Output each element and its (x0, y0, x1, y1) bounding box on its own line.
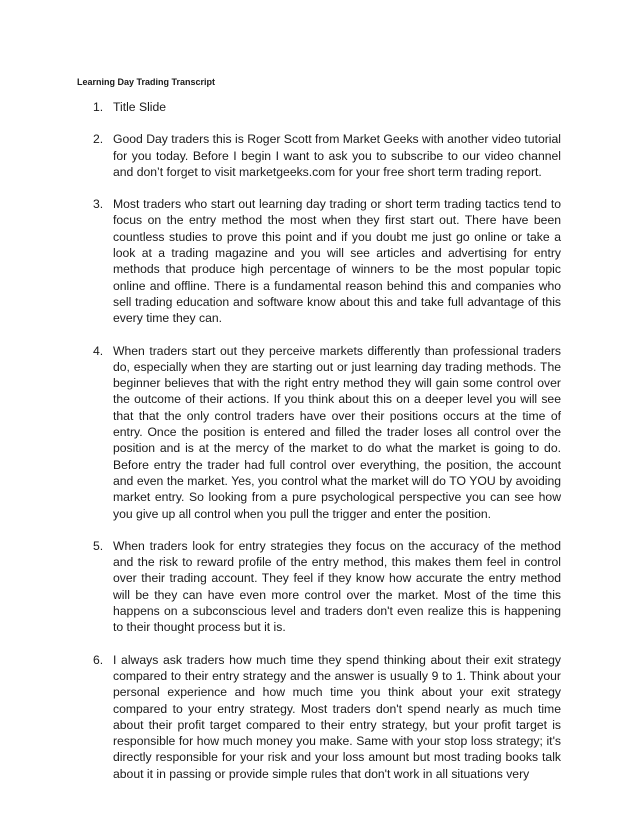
list-item (93, 196, 561, 326)
item-number: 6. (93, 652, 104, 667)
item-number: 5. (93, 538, 104, 553)
list-item (93, 538, 561, 636)
transcript-list (93, 99, 561, 798)
item-number: 4. (93, 343, 104, 358)
item-number: 3. (93, 197, 104, 212)
item-number: 1. (93, 100, 104, 114)
item-text: When traders look for entry strategies they focus on the accuracy of the method and the risk to reward profile of the entry method, this makes them feel in control over their trading account. They feel if they know how accurate the entry method will be they can have even more control over the market. Most of the time this happens on a subconscious level and traders don't even realize this is happening to their thought process but it is. (113, 538, 561, 635)
item-number: 2. (93, 132, 104, 147)
list-item (93, 343, 561, 522)
item-text: I always ask traders how much time they spend thinking about their exit strategy compared to their entry strategy and the answer is usually 9 to 1. Think about your personal experience and how much time you think about your exit strategy compared to your entry strategy. Most traders don't spend nearly as much time about their profit target compared to their entry strategy, but your profit target is responsible for how much money you make. Same with your stop loss strategy; it's directly responsible for your risk and your loss amount but most trading books talk about it in passing or provide simple rules that don't work in all situations very (113, 652, 561, 781)
list-item (93, 652, 561, 782)
list-item (93, 131, 561, 180)
item-text: Title Slide (113, 100, 167, 114)
document-title: Learning Day Trading Transcript (77, 77, 216, 87)
item-text: When traders start out they perceive markets differently than professional traders do, especially when they are starting out or just learning day trading methods. The beginner believes that with the right entry method they will gain some control over the outcome of their actions. If you think about this on a deeper level you will see that that the only control traders have over their positions occurs at the time of entry. Once the position is entered and filled the trader loses all control over the position and is at the mercy of the market to do what the market is going to do. Before entry the trader had full control over everything, the position, the account and even the market. Yes, you control what the market will do TO YOU by avoiding market entry. So looking from a pure psychological perspective you can see how you give up all control when you pull the trigger and enter the position. (113, 343, 561, 521)
item-text: Good Day traders this is Roger Scott from Market Geeks with another video tutorial for you today. Before I begin I want to ask you to subscribe to our video channel and don’t forget to visit marketgeeks.com for your free short term trading report. (113, 132, 561, 179)
item-text: Most traders who start out learning day trading or short term trading tactics tend to focus on the entry method the most when they first start out. There have been countless studies to prove this point and if you doubt me just go online or take a look at a trading magazine and you will see articles and advertising for entry methods that produce high percentage of winners to be the most popular topic online and offline. There is a fundamental reason behind this and companies who sell trading education and software know about this and take full advantage of this every time they can. (113, 197, 561, 326)
list-item (93, 99, 561, 115)
